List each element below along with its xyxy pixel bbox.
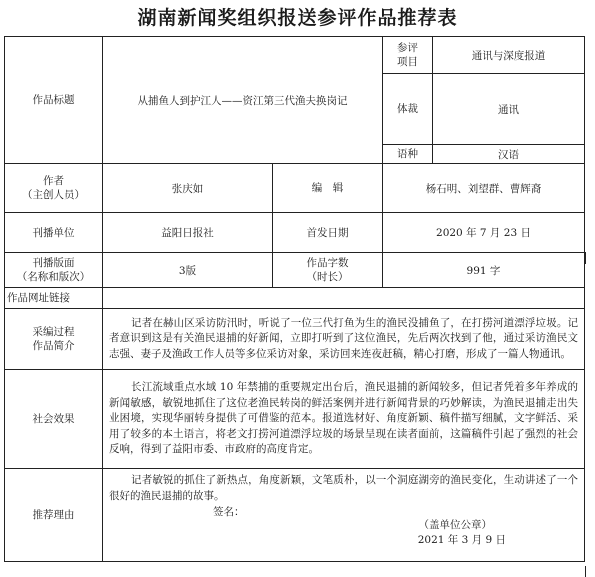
language-label: 语种 [383,145,433,164]
process-label-line2: 作品简介 [32,340,75,352]
genre-label: 体裁 [383,74,433,145]
editor-label: 编 辑 [273,164,383,213]
effect-text: 长江流域重点水域 10 年禁捕的重要规定出台后，渔民退捕的新闻较多，但记者凭着多年养成的新闻敏感，敏锐地抓住了这位老渔民转岗的鲜活案例并进行新闻背景的巧妙解读，为渔民退捕走出失业困境，实现华丽转身提供了可借鉴的范本。报道选材好、角度新颖、稿件描写细腻，文字鲜活、采用了较多的本土语言，将老文打捞河道漂浮垃圾的场景呈现在读者面前，这篇稿件引起了强烈的社会反响，得到了益阳市委、市政府的高度肯定。 [103,370,585,469]
entry-item-label [383,37,433,74]
entry-item-label-line1: 参评 [397,42,418,54]
first-date-label: 首发日期 [273,213,383,253]
process-text: 记者在赫山区采访防汛时，听说了一位三代打鱼为生的渔民没捕鱼了，在打捞河道漂浮垃圾。记者意识到这是有关渔民退捕的好新闻，立即打听到了这位渔民，先后两次找到了他，通过采访渔民文志强、妻子及渔政工作人员等多位采访对象，采访回来连夜赶稿，精心打磨，形成了一篇人物通讯。 [103,309,585,370]
work-title-label: 作品标题 [5,37,103,164]
work-title-value: 从捕鱼人到护江人——资江第三代渔夫换岗记 [103,37,383,164]
edition-label-line2: （名称和版次） [16,271,91,283]
process-label [5,309,103,370]
reason-cell [103,469,585,562]
url-label: 作品网址链接 [5,288,103,309]
word-count-value: 991 字 [383,253,585,288]
seal-label: （盖单位公章） [418,519,492,532]
author-label-line1: 作者 [43,175,64,187]
recommendation-form-table [4,36,585,562]
author-label-line2: （主创人员） [22,189,85,201]
genre-value: 通讯 [433,74,585,145]
process-label-line1: 采编过程 [32,326,75,338]
first-date-value: 2020 年 7 月 23 日 [383,213,585,253]
entry-item-label-line2: 项目 [397,56,418,68]
author-label [5,164,103,213]
word-count-label-line2: （时长） [306,271,349,283]
publisher-label: 刊播单位 [5,213,103,253]
language-value: 汉语 [433,145,585,164]
entry-item-value: 通讯与深度报道 [433,37,585,74]
publisher-value: 益阳日报社 [103,213,273,253]
edge-tick-upper [585,252,586,264]
url-value [103,288,585,309]
edge-tick-lower [585,566,586,577]
author-value: 张庆如 [103,164,273,213]
word-count-label [273,253,383,288]
effect-label: 社会效果 [5,370,103,469]
edition-label-line1: 刊播版面 [32,257,75,269]
edition-value: 3版 [103,253,273,288]
reason-label: 推荐理由 [5,469,103,562]
signature-date: 2021 年 3 月 9 日 [417,534,506,547]
edition-label [5,253,103,288]
reason-text: 记者敏锐的抓住了新热点，角度新颖，文笔质朴，以一个洞庭湖旁的渔民变化，生动讲述了一个很好的渔民退捕的故事。 [109,474,578,502]
editor-value: 杨石明、刘望群、曹辉裔 [383,164,585,213]
word-count-label-line1: 作品字数 [306,257,349,269]
page-title: 湖南新闻奖组织报送参评作品推荐表 [137,7,458,29]
signature-label: 签名： [213,506,245,519]
